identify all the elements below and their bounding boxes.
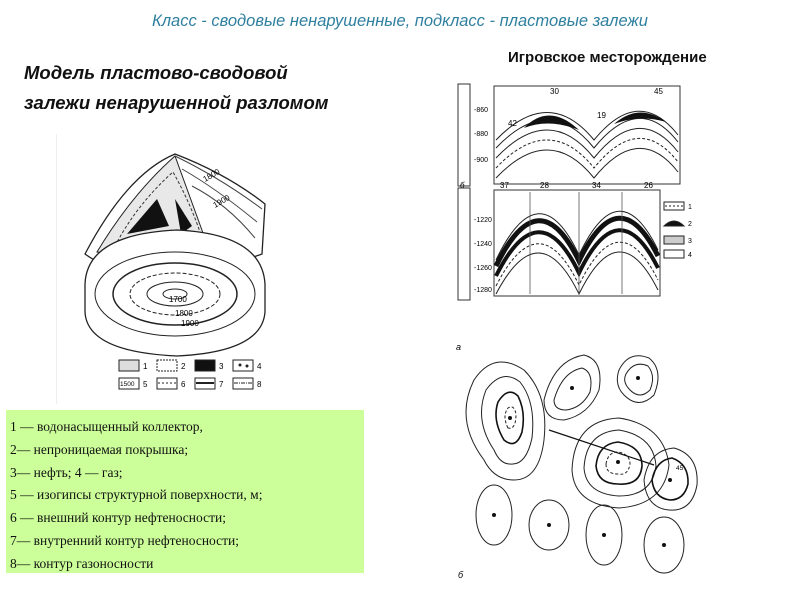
depth-label: -860 — [474, 107, 489, 114]
well-label: 45 — [676, 465, 684, 472]
section-drawing — [454, 80, 704, 302]
section-letter: б — [460, 181, 465, 190]
legend-number: 2 — [688, 221, 692, 228]
legend-number: 1 — [688, 204, 692, 211]
section-legend — [664, 202, 692, 259]
depth-label: -900 — [474, 157, 489, 164]
legend-box — [6, 410, 364, 573]
legend-number: 2 — [181, 362, 186, 371]
legend-item: 6 — внешний контур нефтеносности; — [10, 510, 226, 526]
contour-label: 1700 — [169, 295, 187, 304]
map-drawing — [454, 340, 704, 582]
legend-number: 7 — [219, 380, 224, 389]
well-number: 45 — [654, 87, 663, 96]
contour-label: 1900 — [211, 193, 232, 210]
legend-item: 5 — изогипсы структурной поверхности, м; — [10, 487, 263, 503]
well-number: 42 — [508, 119, 517, 128]
legend-number: 3 — [688, 238, 692, 245]
well-number: 28 — [540, 181, 549, 190]
legend-number: 4 — [257, 362, 262, 371]
legend-number: 1 — [143, 362, 148, 371]
legend-item: 7— внутренний контур нефтеносности; — [10, 532, 239, 548]
legend-item: 8— контур газоносности — [10, 555, 154, 571]
subtitle-line-2: залежи ненарушенной разломом — [24, 92, 329, 113]
depth-label: -1260 — [474, 265, 492, 272]
model-subtitle — [24, 58, 424, 118]
legend-item: 2— непроницаемая покрышка; — [10, 441, 189, 457]
contour-label: 1900 — [181, 319, 199, 328]
subtitle-line-1: Модель пластово-сводовой — [24, 62, 288, 83]
legend-item: 1 — водонасыщенный коллектор, — [10, 419, 203, 434]
map-letter-bottom: б — [458, 570, 464, 580]
legend-number: 3 — [219, 362, 224, 371]
reservoir-block-model-figure — [56, 134, 277, 404]
depth-label: -880 — [474, 131, 489, 138]
well-number: 19 — [597, 111, 606, 120]
legend-item: 3— нефть; 4 — газ; — [10, 464, 123, 480]
depth-label: -1280 — [474, 287, 492, 294]
legend-sample: 1500 — [120, 381, 135, 388]
structural-map-figure — [454, 340, 704, 582]
well-number: 37 — [500, 181, 509, 190]
slide-title: Класс - сводовые ненарушенные, подкласс - пластовые залежи — [152, 12, 648, 30]
depth-label: -1240 — [474, 241, 492, 248]
legend-number: 6 — [181, 380, 186, 389]
legend-number: 4 — [688, 252, 692, 259]
field-name: Игровское месторождение — [508, 49, 707, 66]
well-number: 30 — [550, 87, 559, 96]
well-number: 34 — [592, 181, 601, 190]
legend-number: 5 — [143, 380, 148, 389]
geological-section-figure — [454, 80, 704, 302]
contour-label: 1800 — [201, 167, 222, 184]
block-model-drawing — [57, 134, 277, 404]
well-number: 26 — [644, 181, 653, 190]
depth-label: -1220 — [474, 217, 492, 224]
contour-label: 1800 — [175, 309, 193, 318]
map-letter-top: а — [456, 342, 462, 352]
model-legend — [119, 360, 262, 389]
legend-number: 8 — [257, 380, 262, 389]
